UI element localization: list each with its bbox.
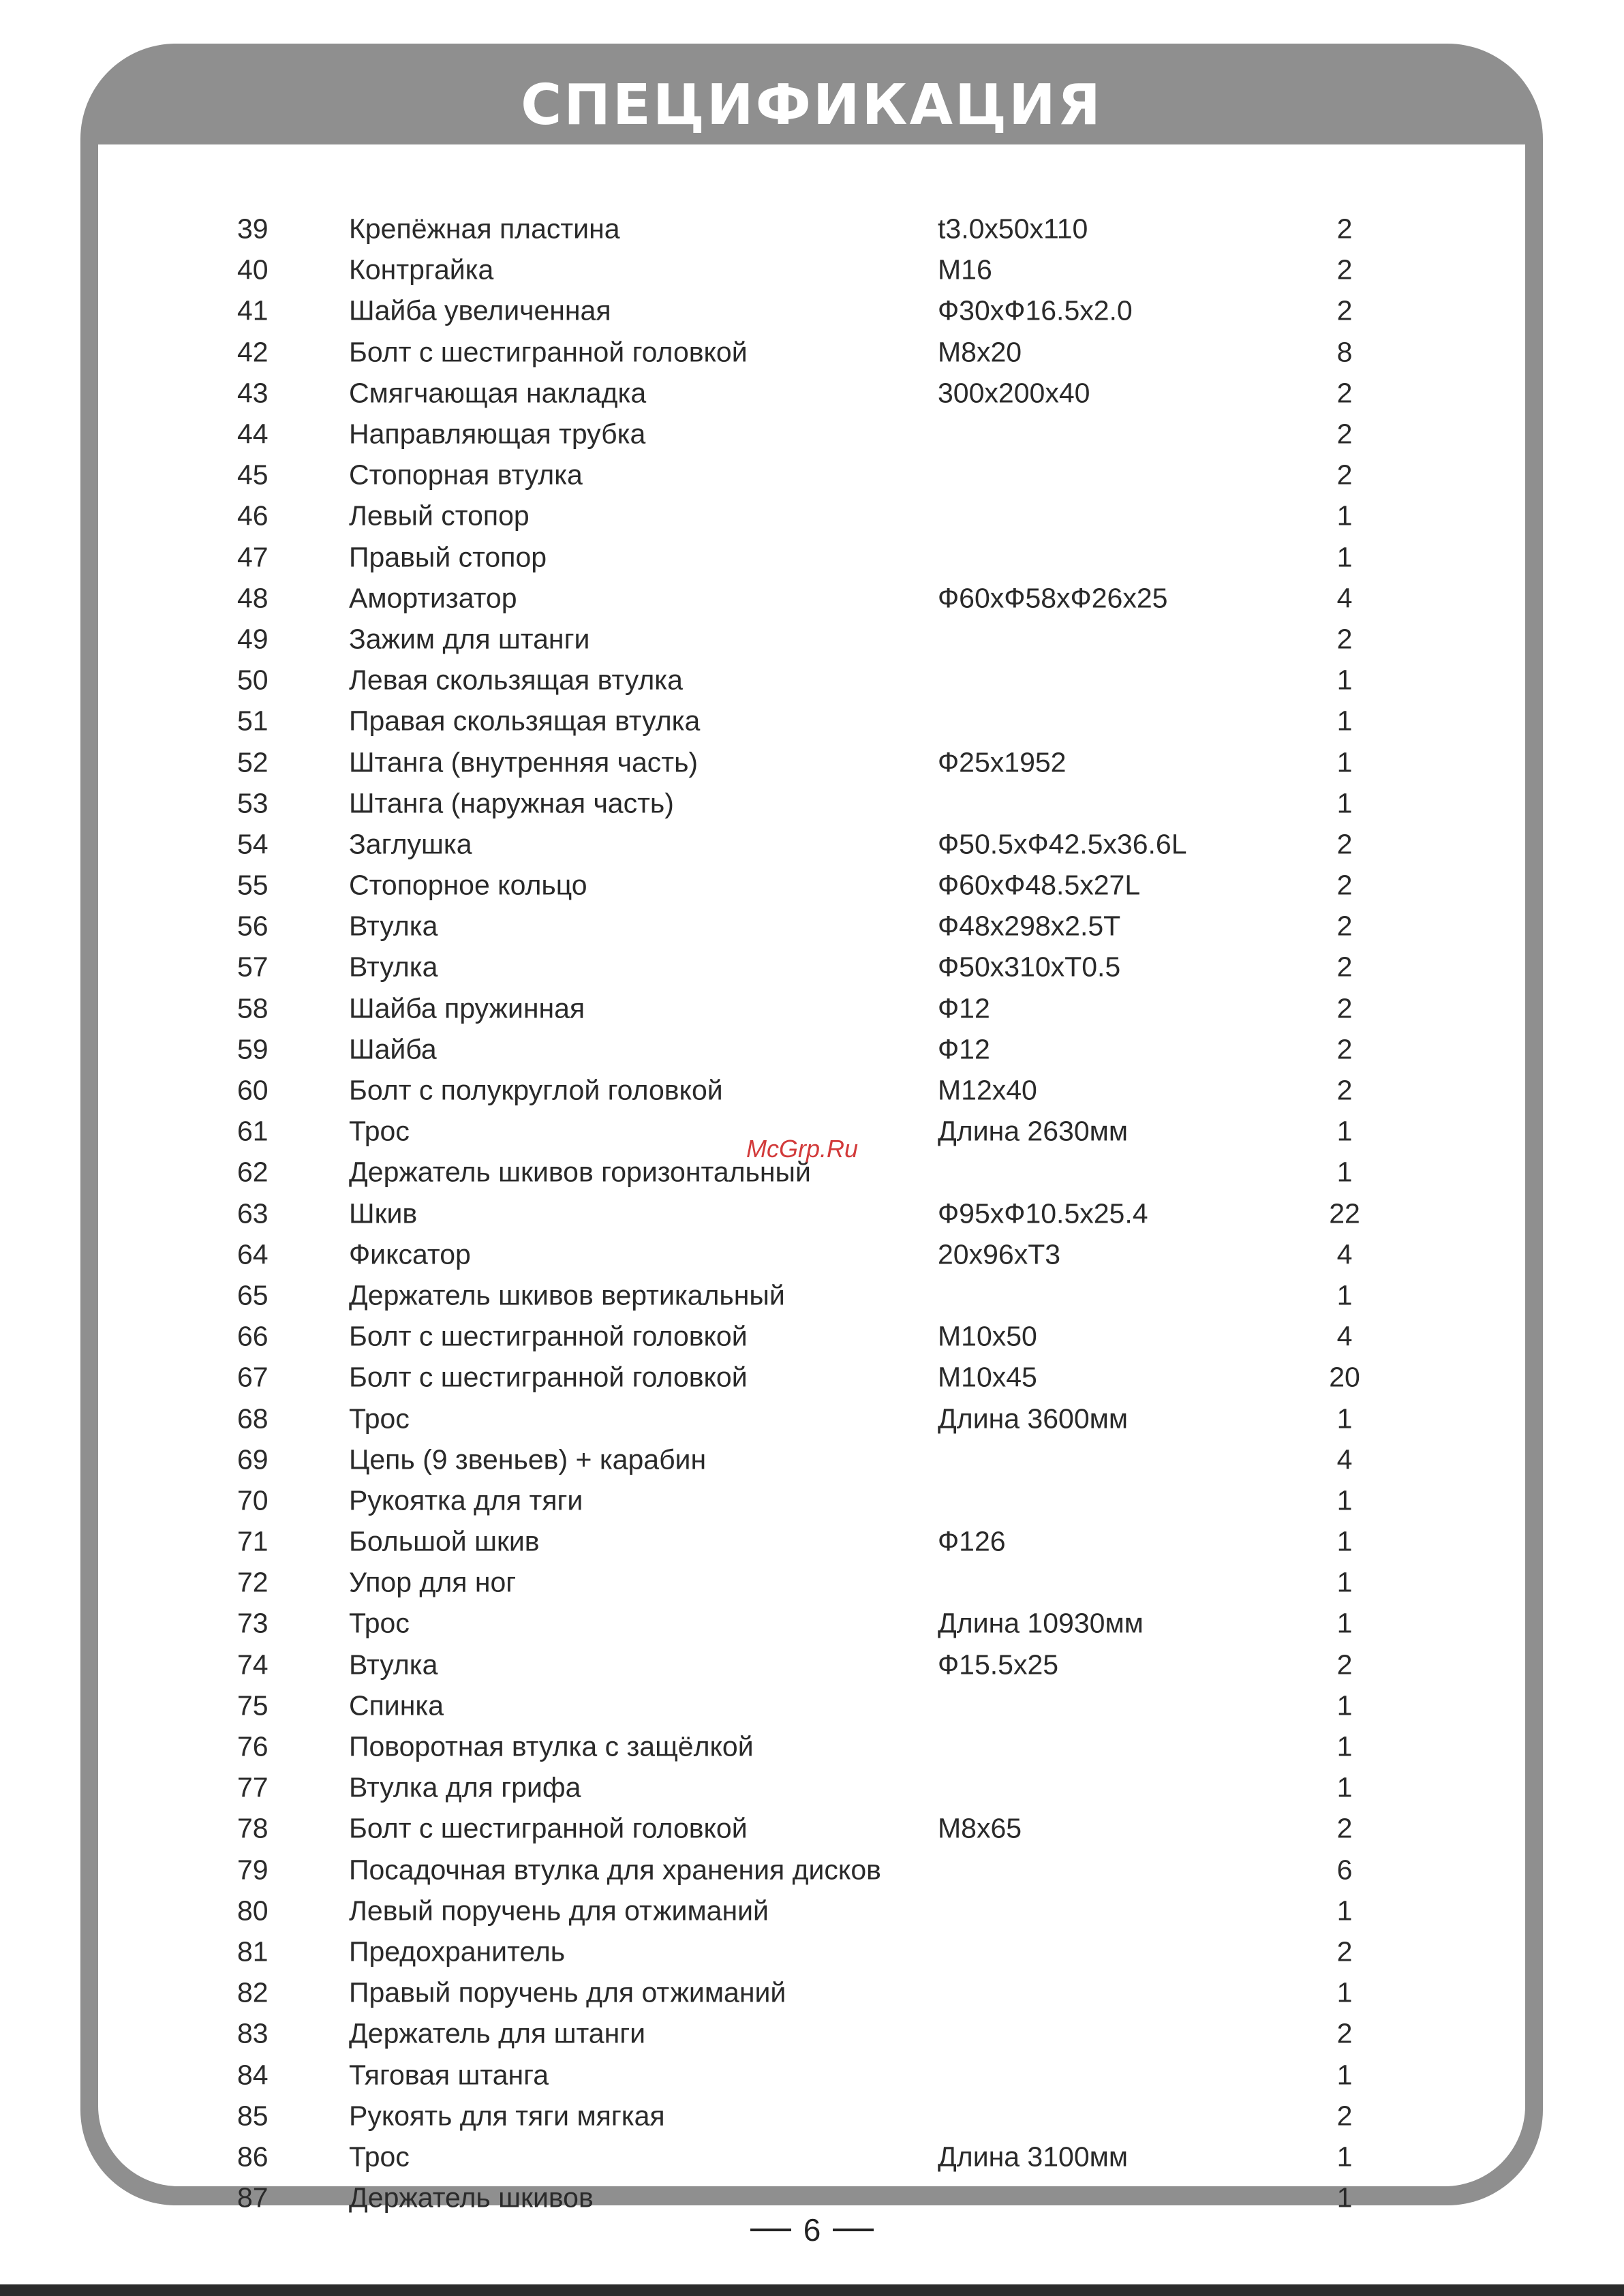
part-name: Болт с шестигранной головкой <box>349 336 748 368</box>
part-name: Болт с полукруглой головкой <box>349 1074 723 1106</box>
table-row <box>98 1439 1525 1480</box>
table-row <box>98 2137 1525 2177</box>
part-quantity: 2 <box>1336 2100 1353 2132</box>
table-row <box>98 824 1525 865</box>
part-number: 59 <box>237 1033 269 1065</box>
part-quantity: 4 <box>1336 1443 1353 1475</box>
part-quantity: 1 <box>1336 500 1353 532</box>
part-size: Ф50.5хФ42.5х36.6L <box>938 828 1187 860</box>
table-row <box>98 865 1525 906</box>
table-row <box>98 988 1525 1029</box>
part-name: Левый поручень для отжиманий <box>349 1895 769 1927</box>
table-row <box>98 578 1525 619</box>
part-size: M12x40 <box>938 1074 1037 1106</box>
part-name: Штанга (наружная часть) <box>349 787 674 819</box>
part-name: Поворотная втулка с защёлкой <box>349 1730 754 1762</box>
part-number: 42 <box>237 336 269 368</box>
part-size: M10x50 <box>938 1320 1037 1352</box>
table-row <box>98 1234 1525 1275</box>
part-quantity: 2 <box>1336 2017 1353 2049</box>
part-size: Ф25x1952 <box>938 746 1067 778</box>
part-quantity: 2 <box>1336 1033 1353 1065</box>
part-quantity: 2 <box>1336 828 1353 860</box>
table-row <box>98 1603 1525 1644</box>
part-name: Болт с шестигранной головкой <box>349 1361 748 1393</box>
part-number: 58 <box>237 992 269 1024</box>
part-size: M16 <box>938 254 992 286</box>
part-size: Длина 2630мм <box>938 1115 1129 1147</box>
part-name: Трос <box>349 2141 410 2173</box>
table-row <box>98 2054 1525 2095</box>
part-number: 57 <box>237 951 269 983</box>
part-name: Шайба пружинная <box>349 992 585 1024</box>
part-quantity: 2 <box>1336 1935 1353 1968</box>
part-quantity: 2 <box>1336 951 1353 983</box>
table-row <box>98 373 1525 414</box>
table-row <box>98 1480 1525 1521</box>
part-number: 48 <box>237 582 269 614</box>
part-quantity: 1 <box>1336 541 1353 573</box>
part-size: 300x200x40 <box>938 377 1090 409</box>
table-row <box>98 1275 1525 1316</box>
part-quantity: 1 <box>1336 2059 1353 2091</box>
table-row <box>98 455 1525 495</box>
part-size: Длина 3600мм <box>938 1403 1129 1435</box>
page-number: 6 <box>803 2212 821 2248</box>
part-number: 60 <box>237 1074 269 1106</box>
part-name: Правый стопор <box>349 541 547 573</box>
part-name: Трос <box>349 1607 410 1639</box>
footer-dash-right <box>833 2229 874 2231</box>
part-size: Ф12 <box>938 992 990 1024</box>
part-number: 71 <box>237 1525 269 1557</box>
part-number: 44 <box>237 418 269 450</box>
table-row <box>98 619 1525 660</box>
footer-dash-left <box>750 2229 791 2231</box>
table-row <box>98 1070 1525 1111</box>
part-name: Смягчающая накладка <box>349 377 647 409</box>
part-quantity: 2 <box>1336 459 1353 491</box>
part-name: Болт с шестигранной головкой <box>349 1320 748 1352</box>
part-quantity: 2 <box>1336 213 1353 245</box>
part-number: 79 <box>237 1854 269 1886</box>
table-row <box>98 414 1525 455</box>
part-size: Ф15.5x25 <box>938 1649 1059 1681</box>
part-name: Фиксатор <box>349 1238 471 1270</box>
part-number: 87 <box>237 2182 269 2214</box>
part-quantity: 2 <box>1336 254 1353 286</box>
part-size: Ф50x310xT0.5 <box>938 951 1121 983</box>
part-quantity: 1 <box>1336 2182 1353 2214</box>
part-size: Ф95хФ10.5х25.4 <box>938 1197 1148 1229</box>
part-number: 62 <box>237 1156 269 1188</box>
table-row <box>98 1685 1525 1726</box>
part-name: Шкив <box>349 1197 418 1229</box>
part-name: Втулка <box>349 951 438 983</box>
part-name: Левый стопор <box>349 500 530 532</box>
part-quantity: 6 <box>1336 1854 1353 1886</box>
table-row <box>98 1726 1525 1767</box>
part-name: Втулка для грифа <box>349 1771 581 1803</box>
part-name: Посадочная втулка для хранения дисков <box>349 1854 881 1886</box>
part-number: 46 <box>237 500 269 532</box>
part-number: 55 <box>237 869 269 901</box>
part-number: 69 <box>237 1443 269 1475</box>
table-row <box>98 2096 1525 2137</box>
part-quantity: 2 <box>1336 910 1353 942</box>
table-row <box>98 1316 1525 1357</box>
part-name: Тяговая штанга <box>349 2059 549 2091</box>
part-quantity: 1 <box>1336 1403 1353 1435</box>
spec-frame <box>80 44 1543 2214</box>
part-name: Правая скользящая втулка <box>349 705 701 737</box>
part-name: Большой шкив <box>349 1525 540 1557</box>
part-name: Правый поручень для отжиманий <box>349 1976 786 2008</box>
table-row <box>98 1850 1525 1891</box>
part-quantity: 1 <box>1336 1689 1353 1721</box>
part-quantity: 1 <box>1336 1771 1353 1803</box>
part-quantity: 2 <box>1336 1812 1353 1844</box>
title-bar <box>80 44 1543 146</box>
part-quantity: 2 <box>1336 1649 1353 1681</box>
part-number: 75 <box>237 1689 269 1721</box>
part-name: Упор для ног <box>349 1566 517 1598</box>
bottom-rule <box>0 2284 1624 2296</box>
part-quantity: 1 <box>1336 1156 1353 1188</box>
part-size: Длина 10930мм <box>938 1607 1144 1639</box>
part-name: Цепь (9 звеньев) + карабин <box>349 1443 707 1475</box>
table-row <box>98 1357 1525 1398</box>
part-number: 85 <box>237 2100 269 2132</box>
part-name: Втулка <box>349 910 438 942</box>
part-size: Ф126 <box>938 1525 1006 1557</box>
part-name: Держатель шкивов вертикальный <box>349 1279 785 1311</box>
watermark: McGrp.Ru <box>746 1135 859 1163</box>
part-number: 54 <box>237 828 269 860</box>
table-row <box>98 741 1525 782</box>
part-quantity: 22 <box>1329 1197 1360 1229</box>
part-number: 39 <box>237 213 269 245</box>
part-name: Амортизатор <box>349 582 517 614</box>
table-row <box>98 1193 1525 1234</box>
part-size: Ф60хФ48.5х27L <box>938 869 1141 901</box>
table-row <box>98 332 1525 373</box>
table-row <box>98 249 1525 290</box>
part-name: Держатель шкивов <box>349 2182 594 2214</box>
part-name: Зажим для штанги <box>349 623 590 655</box>
part-quantity: 2 <box>1336 1074 1353 1106</box>
page-footer <box>0 2211 1624 2248</box>
part-name: Направляющая трубка <box>349 418 646 450</box>
part-number: 67 <box>237 1361 269 1393</box>
part-quantity: 4 <box>1336 1238 1353 1270</box>
part-name: Штанга (внутренняя часть) <box>349 746 699 778</box>
part-name: Болт с шестигранной головкой <box>349 1812 748 1844</box>
part-number: 86 <box>237 2141 269 2173</box>
table-row <box>98 537 1525 578</box>
part-quantity: 2 <box>1336 377 1353 409</box>
table-row <box>98 906 1525 947</box>
part-quantity: 1 <box>1336 1566 1353 1598</box>
part-number: 64 <box>237 1238 269 1270</box>
part-number: 80 <box>237 1895 269 1927</box>
table-row <box>98 1562 1525 1603</box>
part-size: t3.0x50x110 <box>938 213 1088 245</box>
part-quantity: 2 <box>1336 418 1353 450</box>
part-size: Ф30хФ16.5х2.0 <box>938 294 1133 326</box>
spec-table <box>98 209 1525 2218</box>
part-quantity: 1 <box>1336 1730 1353 1762</box>
part-name: Стопорная втулка <box>349 459 583 491</box>
part-quantity: 1 <box>1336 1525 1353 1557</box>
part-number: 83 <box>237 2017 269 2049</box>
part-number: 50 <box>237 664 269 696</box>
part-number: 52 <box>237 746 269 778</box>
part-number: 78 <box>237 1812 269 1844</box>
part-quantity: 2 <box>1336 992 1353 1024</box>
part-name: Спинка <box>349 1689 444 1721</box>
part-number: 73 <box>237 1607 269 1639</box>
part-number: 41 <box>237 294 269 326</box>
part-quantity: 1 <box>1336 1115 1353 1147</box>
table-row <box>98 1767 1525 1808</box>
part-number: 81 <box>237 1935 269 1968</box>
part-quantity: 1 <box>1336 746 1353 778</box>
table-row <box>98 1521 1525 1562</box>
part-name: Левая скользящая втулка <box>349 664 683 696</box>
part-name: Предохранитель <box>349 1935 566 1968</box>
part-number: 63 <box>237 1197 269 1229</box>
part-name: Крепёжная пластина <box>349 213 620 245</box>
part-number: 70 <box>237 1484 269 1516</box>
part-size: Ф12 <box>938 1033 990 1065</box>
part-number: 84 <box>237 2059 269 2091</box>
part-number: 61 <box>237 1115 269 1147</box>
part-quantity: 1 <box>1336 705 1353 737</box>
part-size: M10x45 <box>938 1361 1037 1393</box>
part-number: 51 <box>237 705 269 737</box>
part-quantity: 2 <box>1336 623 1353 655</box>
part-number: 76 <box>237 1730 269 1762</box>
part-quantity: 1 <box>1336 664 1353 696</box>
part-number: 43 <box>237 377 269 409</box>
table-row <box>98 701 1525 741</box>
part-name: Шайба увеличенная <box>349 294 611 326</box>
table-row <box>98 947 1525 988</box>
part-number: 56 <box>237 910 269 942</box>
table-row <box>98 1808 1525 1849</box>
part-name: Контргайка <box>349 254 494 286</box>
part-size: Ф48x298x2.5T <box>938 910 1121 942</box>
part-number: 65 <box>237 1279 269 1311</box>
part-number: 49 <box>237 623 269 655</box>
part-quantity: 4 <box>1336 1320 1353 1352</box>
part-name: Рукоятка для тяги <box>349 1484 583 1516</box>
part-quantity: 8 <box>1336 336 1353 368</box>
part-name: Шайба <box>349 1033 437 1065</box>
part-size: M8x20 <box>938 336 1022 368</box>
part-size: 20x96xT3 <box>938 1238 1061 1270</box>
part-quantity: 1 <box>1336 1279 1353 1311</box>
part-number: 77 <box>237 1771 269 1803</box>
part-number: 66 <box>237 1320 269 1352</box>
part-name: Трос <box>349 1403 410 1435</box>
part-name: Втулка <box>349 1649 438 1681</box>
part-name: Трос <box>349 1115 410 1147</box>
part-number: 40 <box>237 254 269 286</box>
table-row <box>98 1398 1525 1439</box>
part-number: 74 <box>237 1649 269 1681</box>
part-number: 72 <box>237 1566 269 1598</box>
table-row <box>98 783 1525 824</box>
part-name: Стопорное кольцо <box>349 869 587 901</box>
table-row <box>98 1972 1525 2013</box>
table-row <box>98 290 1525 331</box>
part-quantity: 4 <box>1336 582 1353 614</box>
part-quantity: 1 <box>1336 1976 1353 2008</box>
spec-panel <box>98 144 1525 2214</box>
table-row <box>98 660 1525 701</box>
table-row <box>98 1029 1525 1070</box>
table-row <box>98 209 1525 249</box>
table-row <box>98 1891 1525 1931</box>
page-title: СПЕЦИФИКАЦИЯ <box>521 72 1103 138</box>
part-quantity: 20 <box>1329 1361 1360 1393</box>
part-name: Держатель для штанги <box>349 2017 646 2049</box>
part-number: 68 <box>237 1403 269 1435</box>
part-quantity: 1 <box>1336 1607 1353 1639</box>
table-row <box>98 1644 1525 1685</box>
part-quantity: 1 <box>1336 1895 1353 1927</box>
table-row <box>98 1931 1525 1972</box>
part-name: Заглушка <box>349 828 472 860</box>
part-quantity: 1 <box>1336 1484 1353 1516</box>
part-size: Ф60хФ58хФ26х25 <box>938 582 1168 614</box>
part-number: 45 <box>237 459 269 491</box>
part-quantity: 2 <box>1336 294 1353 326</box>
table-row <box>98 2013 1525 2054</box>
part-number: 82 <box>237 1976 269 2008</box>
table-row <box>98 495 1525 536</box>
part-quantity: 1 <box>1336 787 1353 819</box>
part-name: Держатель шкивов горизонтальный <box>349 1156 811 1188</box>
part-number: 47 <box>237 541 269 573</box>
part-name: Рукоять для тяги мягкая <box>349 2100 665 2132</box>
part-size: M8x65 <box>938 1812 1022 1844</box>
part-size: Длина 3100мм <box>938 2141 1129 2173</box>
part-number: 53 <box>237 787 269 819</box>
part-quantity: 1 <box>1336 2141 1353 2173</box>
part-quantity: 2 <box>1336 869 1353 901</box>
